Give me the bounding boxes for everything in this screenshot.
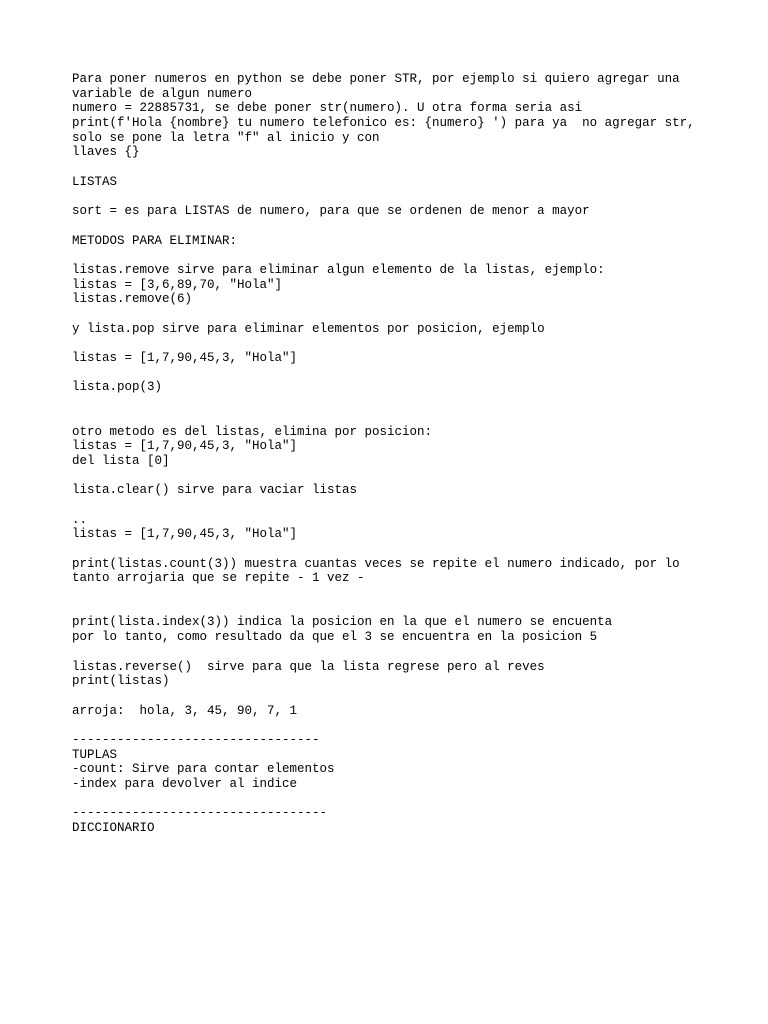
text-line: listas = [1,7,90,45,3, "Hola"] — [72, 527, 298, 542]
text-line: lista.pop(3) — [72, 380, 163, 395]
text-line: -index para devolver al indice — [72, 777, 298, 791]
text-line: ---------------------------------- — [72, 806, 328, 821]
text-line — [72, 219, 752, 234]
text-line: print(listas) — [72, 674, 170, 689]
text-line: variable de algun numero — [72, 86, 253, 101]
text-line — [72, 190, 752, 205]
text-line — [72, 395, 752, 410]
text-line — [72, 307, 752, 322]
text-line: numero = 22885731, se debe poner str(numero). U otra forma seria asi — [72, 101, 583, 116]
text-line: del lista [0] — [72, 453, 170, 468]
text-line: DICCIONARIO — [72, 821, 155, 836]
text-line: listas = [1,7,90,45,3, "Hola"] — [72, 439, 298, 454]
text-line — [72, 542, 752, 557]
text-line — [72, 645, 752, 660]
text-line: listas = [3,6,89,70, "Hola"] — [72, 277, 283, 292]
text-line: llaves {} — [72, 145, 140, 160]
text-line: TUPLAS — [72, 747, 118, 762]
text-line: --------------------------------- — [72, 732, 320, 747]
text-line — [72, 498, 752, 513]
text-line — [72, 718, 752, 733]
text-line — [72, 469, 752, 484]
text-line — [72, 366, 752, 381]
document-page — [72, 72, 752, 836]
text-line — [72, 586, 752, 601]
text-line: y lista.pop sirve para eliminar elementos por posicion, ejemplo — [72, 321, 545, 336]
text-line: -count: Sirve para contar elementos — [72, 762, 335, 777]
text-line — [72, 248, 752, 263]
text-line — [72, 336, 752, 351]
text-line — [72, 601, 752, 616]
text-line: listas = [1,7,90,45,3, "Hola"] — [72, 351, 298, 366]
text-line — [72, 792, 752, 807]
text-line — [72, 689, 752, 704]
text-line: solo se pone la letra "f" al inicio y con — [72, 130, 380, 145]
text-line: sort = es para LISTAS de numero, para que se ordenen de menor a mayor — [72, 204, 590, 219]
text-line: lista.clear() sirve para vaciar listas — [72, 483, 358, 498]
text-line: listas.remove(6) — [72, 292, 193, 307]
text-line — [72, 410, 752, 425]
text-line: listas.reverse() sirve para que la lista regrese pero al reves — [72, 659, 545, 674]
text-line: print(lista.index(3)) indica la posicion en la que el numero se encuenta — [72, 615, 613, 630]
text-line — [72, 160, 752, 175]
text-line: print(f'Hola {nombre} tu numero telefonico es: {numero} ') para ya no agregar str, — [72, 116, 695, 131]
text-line: print(listas.count(3)) muestra cuantas veces se repite el numero indicado, por lo — [72, 556, 680, 571]
text-line: METODOS PARA ELIMINAR: — [72, 233, 238, 248]
text-line: LISTAS — [72, 174, 118, 189]
text-line: arroja: hola, 3, 45, 90, 7, 1 — [72, 703, 298, 718]
text-line: Para poner numeros en python se debe poner STR, por ejemplo si quiero agregar una — [72, 72, 680, 86]
text-line: por lo tanto, como resultado da que el 3 se encuentra en la posicion 5 — [72, 630, 598, 645]
text-line: listas.remove sirve para eliminar algun elemento de la listas, ejemplo: — [72, 262, 605, 277]
text-line: otro metodo es del listas, elimina por posicion: — [72, 424, 433, 439]
text-line: .. — [72, 512, 88, 527]
text-line: tanto arrojaria que se repite - 1 vez - — [72, 571, 365, 586]
